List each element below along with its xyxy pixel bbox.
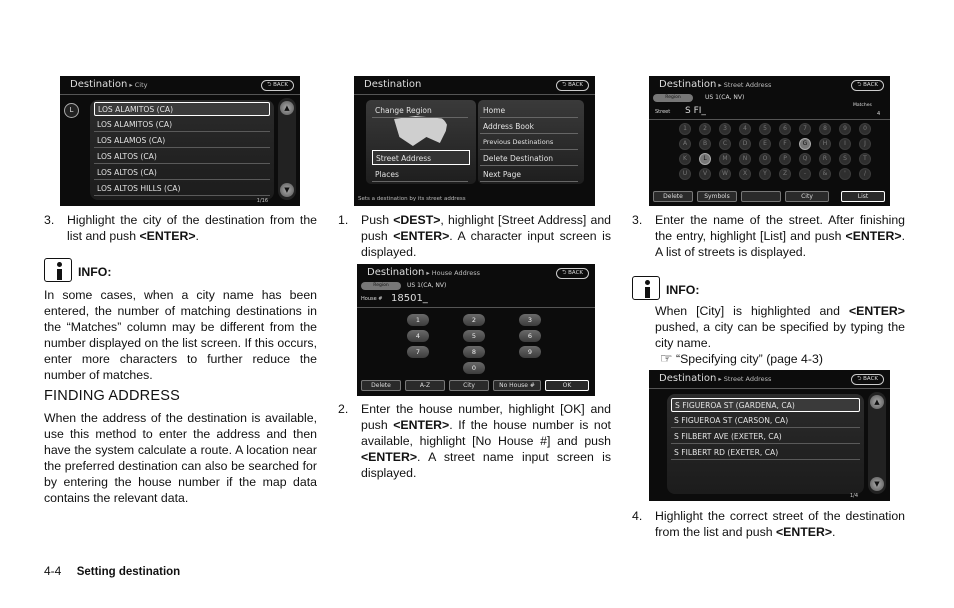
char-key[interactable]: A [679, 138, 691, 150]
region-value: US 1(CA, NV) [705, 94, 745, 101]
a-z-button[interactable]: A-Z [405, 380, 445, 391]
char-key[interactable]: F [779, 138, 791, 150]
region-value: US 1(CA, NV) [407, 282, 447, 289]
step-3-street: 3. Enter the name of the street. After finishing the entry, highlight [List] and push <ENTER>. A list of streets is displayed. [632, 213, 905, 259]
char-key[interactable]: 2 [699, 123, 711, 135]
char-key[interactable]: O [759, 153, 771, 165]
street-list-screen [649, 370, 890, 501]
char-key[interactable]: N [739, 153, 751, 165]
delete-destination-button[interactable]: Delete Destination [480, 151, 578, 166]
next-page-button[interactable]: Next Page [480, 167, 578, 182]
char-key[interactable]: W [719, 168, 731, 180]
list-item[interactable]: LOS ALAMOS (CA) [94, 134, 270, 148]
step-3-city: 3. Highlight the city of the destination from the list and push <ENTER>. [44, 213, 317, 243]
region-button[interactable]: Region [653, 94, 693, 102]
scroll-down-icon[interactable]: ▼ [280, 183, 294, 197]
page-number: 4-4 [44, 564, 62, 578]
key-6[interactable]: 6 [519, 330, 541, 342]
scrollbar[interactable] [278, 98, 296, 200]
city-list [90, 100, 274, 200]
char-key[interactable]: ' [839, 168, 851, 180]
back-button[interactable]: ⮌ BACK [851, 374, 884, 385]
key-3[interactable]: 3 [519, 314, 541, 326]
char-key[interactable]: 7 [799, 123, 811, 135]
list-button[interactable]: List [841, 191, 885, 202]
scrollbar[interactable] [868, 392, 886, 494]
list-item[interactable]: LOS ALTOS (CA) [94, 166, 270, 180]
info-text: When [City] is highlighted and <ENTER> pushed, a city can be specified by typing the city name. [655, 304, 905, 350]
char-key[interactable]: C [719, 138, 731, 150]
char-key[interactable]: L [699, 153, 711, 165]
list-item[interactable]: S FILBERT RD (EXETER, CA) [671, 446, 860, 460]
city-list-screen [60, 76, 300, 206]
step-1: 1. Push <DEST>, highlight [Street Address] and push <ENTER>. A character input screen is displayed. [338, 213, 611, 259]
char-key[interactable]: K [679, 153, 691, 165]
key-4[interactable]: 4 [407, 330, 429, 342]
char-key[interactable]: U [679, 168, 691, 180]
street-address-button[interactable]: Street Address [372, 150, 470, 165]
char-key[interactable]: E [759, 138, 771, 150]
street-label: Street [655, 109, 671, 115]
city-button[interactable]: City [449, 380, 489, 391]
page-indicator: 1/4 [849, 493, 858, 499]
back-button[interactable]: ⮌ BACK [556, 268, 589, 279]
char-key[interactable]: 5 [759, 123, 771, 135]
matches-label: Matches [853, 103, 872, 108]
delete-button[interactable]: Delete [653, 191, 693, 202]
places-button[interactable]: Places [372, 167, 468, 182]
char-key[interactable]: G [799, 138, 811, 150]
char-key[interactable]: & [819, 168, 831, 180]
delete-button[interactable]: Delete [361, 380, 401, 391]
previous-destinations-button[interactable]: Previous Destinations [480, 135, 578, 150]
screen-title: Destination [364, 79, 422, 90]
body-text: When the address of the destination is available, use this method to enter the address and then have the system calculate a route. A location near the preferred destination can also be searched for by entering the house number if the map data contains the relevant data. [44, 411, 317, 505]
city-button[interactable]: City [785, 191, 829, 202]
char-key[interactable]: V [699, 168, 711, 180]
list-item[interactable]: LOS ALAMITOS (CA) [94, 118, 270, 132]
key-2[interactable]: 2 [463, 314, 485, 326]
char-key[interactable]: / [859, 168, 871, 180]
list-item[interactable]: S FIGUEROA ST (GARDENA, CA) [671, 398, 860, 412]
home-button[interactable]: Home [480, 103, 578, 118]
char-key[interactable]: - [799, 168, 811, 180]
key-0[interactable]: 0 [463, 362, 485, 374]
pointing-hand-icon: ☞ [660, 350, 673, 366]
key-7[interactable]: 7 [407, 346, 429, 358]
char-key[interactable]: B [699, 138, 711, 150]
screen-hint: Sets a destination by its street address [358, 196, 466, 202]
street-input-screen [649, 76, 890, 206]
house-number-screen [357, 264, 595, 396]
list-item[interactable]: S FILBERT AVE (EXETER, CA) [671, 430, 860, 444]
back-button[interactable]: ⮌ BACK [261, 80, 294, 91]
char-key[interactable]: 9 [839, 123, 851, 135]
street-list [667, 394, 864, 494]
key-8[interactable]: 8 [463, 346, 485, 358]
street-input[interactable]: S FI_ [685, 106, 706, 116]
reference-link[interactable]: ☞ “Specifying city” (page 4-3) [660, 350, 823, 366]
section-heading: FINDING ADDRESS [44, 388, 180, 404]
char-key[interactable]: I [839, 138, 851, 150]
blank-button[interactable] [741, 191, 781, 202]
scroll-up-icon[interactable]: ▲ [870, 395, 884, 409]
scroll-down-icon[interactable]: ▼ [870, 477, 884, 491]
list-item[interactable]: LOS ALAMITOS (CA) [94, 102, 270, 116]
char-key[interactable]: S [839, 153, 851, 165]
char-key[interactable]: 4 [739, 123, 751, 135]
screen-title: Destination ▸ Street Address [659, 373, 772, 384]
character-keypad [679, 123, 879, 185]
screen-title: Destination ▸ House Address [367, 267, 481, 278]
info-icon [632, 276, 660, 300]
list-item[interactable]: LOS ALTOS HILLS (CA) [94, 182, 270, 196]
char-key[interactable]: Z [779, 168, 791, 180]
list-item[interactable]: LOS ALTOS (CA) [94, 150, 270, 164]
step-4: 4. Highlight the correct street of the destination from the list and push <ENTER>. [632, 509, 905, 539]
page-footer [44, 564, 180, 578]
section-name: Setting destination [76, 566, 181, 578]
char-key[interactable]: 0 [859, 123, 871, 135]
char-key[interactable]: H [819, 138, 831, 150]
char-key[interactable]: M [719, 153, 731, 165]
char-key[interactable]: D [739, 138, 751, 150]
char-key[interactable]: 1 [679, 123, 691, 135]
house-number-input[interactable]: 18501_ [391, 293, 428, 304]
back-button[interactable]: ⮌ BACK [851, 80, 884, 91]
change-region-button[interactable]: Change Region [372, 103, 468, 118]
region-button[interactable]: Region [361, 282, 401, 290]
scroll-up-icon[interactable]: ▲ [280, 101, 294, 115]
page-indicator: 1/16 [256, 198, 268, 204]
char-key[interactable]: P [779, 153, 791, 165]
key-5[interactable]: 5 [463, 330, 485, 342]
matches-value: 4 [877, 111, 881, 117]
step-2: 2. Enter the house number, highlight [OK] and push <ENTER>. If the house number is not available, highlight [No House #] and push <ENTER>. A street name input screen is displayed. [338, 402, 611, 480]
key-1[interactable]: 1 [407, 314, 429, 326]
house-label: House # [361, 296, 383, 302]
char-key[interactable]: 3 [719, 123, 731, 135]
ok-button[interactable]: OK [545, 380, 589, 391]
char-key[interactable]: J [859, 138, 871, 150]
list-item[interactable]: S FIGUEROA ST (CARSON, CA) [671, 414, 860, 428]
info-block: INFO: [44, 258, 317, 284]
info-block: INFO: [632, 276, 905, 302]
info-icon [44, 258, 72, 282]
screen-title: Destination ▸ City [70, 79, 148, 90]
info-text: In some cases, when a city name has been entered, the number of matching destinations in the “Matches” column may be different from the number displayed on the list screen. If this occurs, enter more characters to further reduce the number of matches. [44, 288, 317, 382]
back-button[interactable]: ⮌ BACK [556, 80, 589, 91]
char-key[interactable]: X [739, 168, 751, 180]
char-key[interactable]: 8 [819, 123, 831, 135]
char-key[interactable]: Q [799, 153, 811, 165]
destination-menu-screen [354, 76, 595, 206]
char-key[interactable]: T [859, 153, 871, 165]
address-book-button[interactable]: Address Book [480, 119, 578, 134]
char-key[interactable]: 6 [779, 123, 791, 135]
letter-indicator: L [64, 103, 79, 118]
char-key[interactable]: Y [759, 168, 771, 180]
char-key[interactable]: R [819, 153, 831, 165]
key-9[interactable]: 9 [519, 346, 541, 358]
symbols-button[interactable]: Symbols [697, 191, 737, 202]
screen-title: Destination ▸ Street Address [659, 79, 772, 90]
no-house-button[interactable]: No House # [493, 380, 541, 391]
